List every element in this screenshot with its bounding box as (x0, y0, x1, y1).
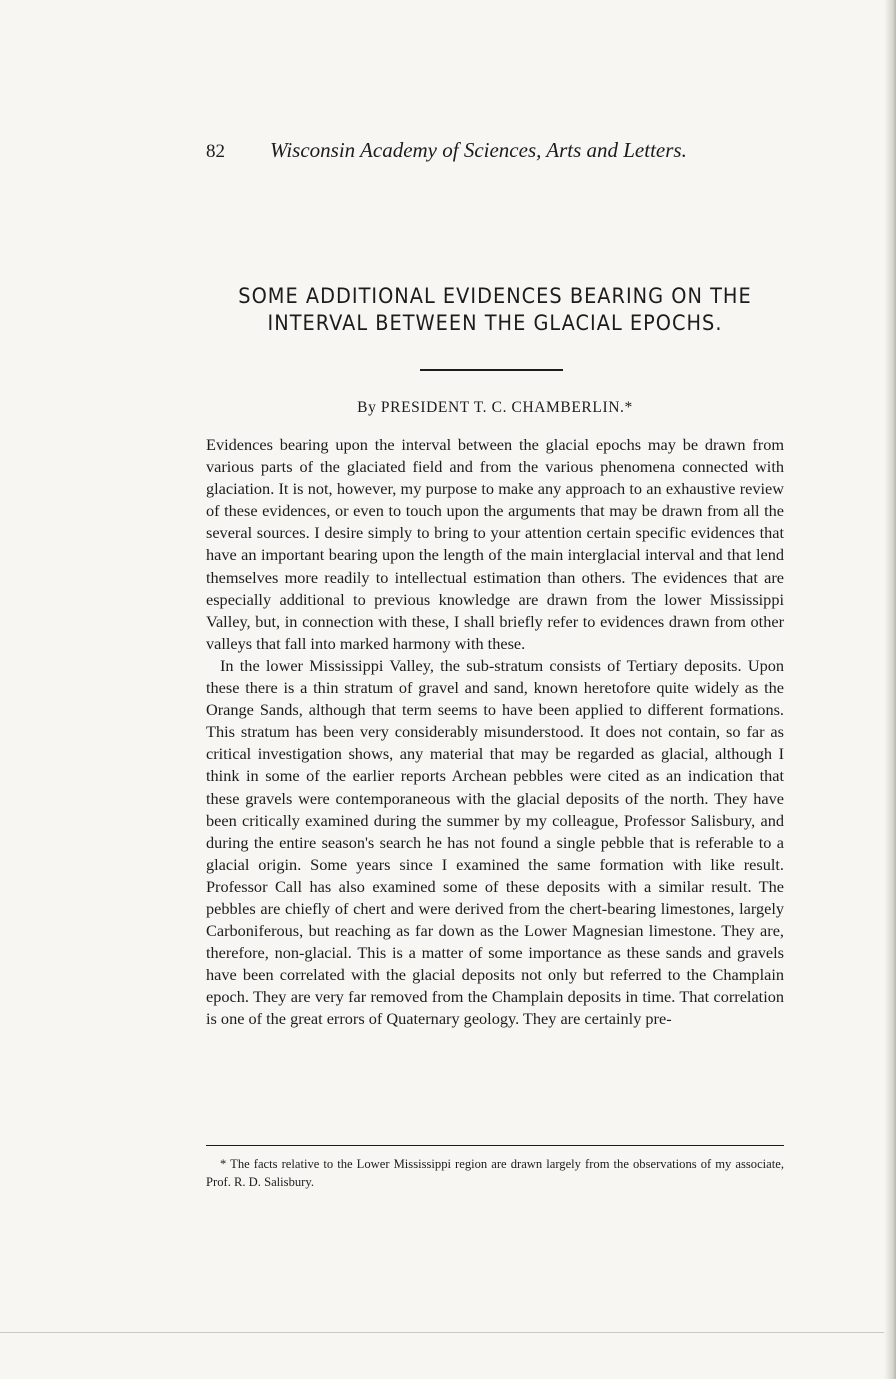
article-title: SOME ADDITIONAL EVIDENCES BEARING ON THE INTERVAL BETWEEN THE GLACIAL EPOCHS. (238, 284, 752, 335)
running-head (206, 136, 726, 166)
paragraph: Evidences bearing upon the interval between the glacial epochs may be drawn from various parts of the glaciated field and from the various phenomena connected with glaciation. It is not, however, my purpose to make any approach to an exhaustive review of these evidences, or even to touch upon the arguments that may be drawn from all the several sources. I desire simply to bring to your attention certain specific evidences that have an important bearing upon the length of the main interglacial interval and that lend themselves more readily to intellectual estimation than others. The evidences that are especially additional to previous knowledge are drawn from the lower Mississippi Valley, but, in connection with these, I shall briefly refer to evidences drawn from other valleys that fall into marked harmony with these. (206, 435, 784, 653)
title-divider (420, 369, 563, 371)
journal-title: Wisconsin Academy of Sciences, Arts and Letters. (270, 138, 687, 162)
byline: By PRESIDENT T. C. CHAMBERLIN.* (357, 399, 633, 416)
footnote: * The facts relative to the Lower Mississippi region are drawn largely from the observations of my associate, Prof. R. D. Salisbury. (206, 1157, 784, 1189)
scan-edge (0, 1332, 884, 1333)
footnote-divider (206, 1145, 784, 1146)
paragraph: In the lower Mississippi Valley, the sub-stratum consists of Tertiary deposits. Upon these there is a thin stratum of gravel and sand, known heretofore quite widely as the Orange Sands, although that term seems to have been applied to different formations. This stratum has been very considerably misunderstood. It does not contain, so far as critical investigation shows, any material that may be regarded as glacial, although I think in some of the earlier reports Archean pebbles were cited as an indication that these gravels were contemporaneous with the glacial deposits of the north. They have been critically examined during the summer by my colleague, Professor Salisbury, and during the entire season's search he has not found a single pebble that is referable to a glacial origin. Some years since I examined the same formation with like result. Professor Call has also examined some of these deposits with a similar result. The pebbles are chiefly of chert and were derived from the chert-bearing limestones, largely Carboniferous, but reaching as far down as the Lower Magnesian limestone. They are, therefore, non-glacial. This is a matter of some importance as these sands and gravels have been correlated with the glacial deposits not only but referred to the Champlain epoch. They are very far removed from the Champlain deposits in time. That correlation is one of the great errors of Quaternary geology. They are certainly pre- (206, 655, 784, 1029)
page-number: 82 (206, 141, 225, 162)
article-body (206, 434, 784, 1031)
page-edge (884, 0, 896, 1379)
